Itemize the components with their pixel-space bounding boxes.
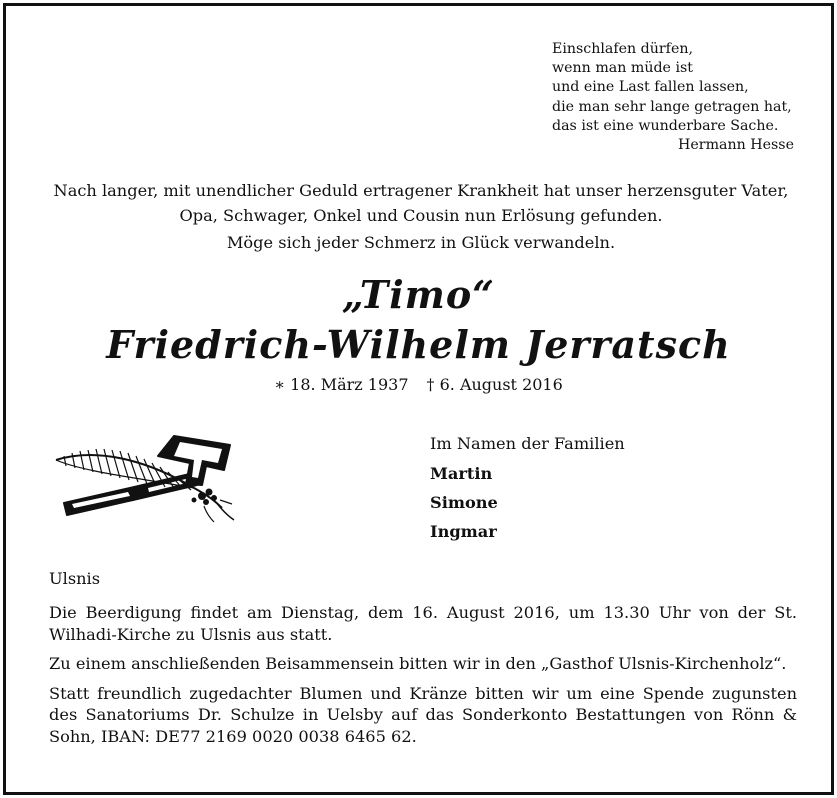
flower-bunch [192,489,235,523]
place-name: Ulsnis [49,569,101,588]
intro-line: Opa, Schwager, Onkel und Cousin nun Erlösung gefunden. [179,206,663,225]
deceased-name: Friedrich-Wilhelm Jerratsch [106,322,731,367]
intro-line: Nach langer, mit unendlicher Geduld ertragener Krankheit hat unser herzensguter Vater, [53,181,789,200]
family-member: Ingmar [430,522,497,541]
obituary-notice [3,3,834,795]
intro-wish: Möge sich jeder Schmerz in Glück verwandeln. [226,233,616,252]
funeral-info: Die Beerdigung findet am Dienstag, dem 16. August 2016, um 13.30 Uhr von der St. Wilhadi-Kirche zu Ulsnis aus statt. [49,603,797,644]
family-member: Martin [430,464,493,483]
life-dates [6,375,831,394]
poem-line: und eine Last fallen lassen, [552,79,749,96]
intro-text [26,178,816,255]
birth-date: ∗ 18. März 1937 [274,375,409,394]
poem-quote [552,40,802,155]
poem-line: Einschlafen dürfen, [552,41,693,57]
deceased-nickname: „Timo“ [341,272,496,317]
cross-with-palm-frond-icon [44,430,244,530]
poem-line: wenn man müde ist [552,60,693,77]
family-lead: Im Namen der Familien [430,434,625,453]
death-date: † 6. August 2016 [426,375,563,394]
family-member: Simone [430,493,498,512]
funeral-details [49,602,797,755]
poem-line: die man sehr lange getragen hat, [552,98,792,115]
family-signature [430,433,625,542]
poem-author: Hermann Hesse [678,137,794,154]
gathering-info: Zu einem anschließenden Beisammensein bitten wir in den „Gasthof Ulsnis-Kirchenholz“. [49,654,787,673]
poem-line: das ist eine wunderbare Sache. [552,117,779,134]
donation-info: Statt freundlich zugedachter Blumen und Kränze bitten wir um eine Spende zugunsten des Sanatoriums Dr. Schulze in Uelsby auf das Sonderkonto Bestattungen von Rönn & Sohn, IBAN: DE77 2169 0020 0038 6465 62. [49,683,797,746]
